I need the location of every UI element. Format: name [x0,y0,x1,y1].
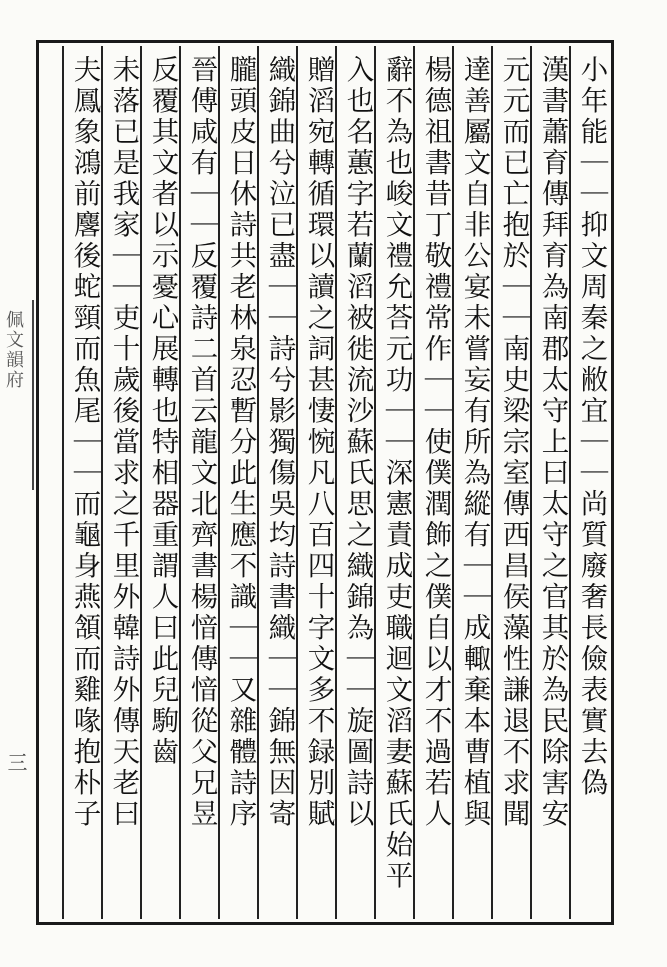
column-rule [101,46,103,919]
text-column: 入也名蕙字若蘭滔被徙流沙蘇氏思之織錦為｜｜旋圖詩以 [341,55,374,830]
column-rule [413,46,415,919]
column-rule [491,46,493,919]
text-column: 反覆其文者以示憂心展轉也特相器重謂人曰此兒駒齒 [146,55,179,768]
text-column: 辭不為也峻文禮允荅元功｜｜深憲責成吏職迴文滔妻蘇氏始平 [380,55,413,892]
column-rule [296,46,298,919]
edge-text: 佩文韻府 [3,310,24,390]
text-column: 小年能｜｜抑文周秦之敝宜｜｜尚質廢奢長儉表實去偽 [575,55,608,799]
text-column: 元元而已亡抱於｜｜南史梁宗室傳西昌侯藻性謙退不求聞 [497,55,530,830]
text-frame [36,40,614,925]
column-rule [335,46,337,919]
page-number: 三 [4,752,28,772]
text-column: 贈滔宛轉循環以讀之詞甚悽惋凡八百四十字文多不録別賦 [302,55,335,830]
column-rule [452,46,454,919]
column-rule [569,46,571,919]
column-rule [257,46,259,919]
column-rule [218,46,220,919]
column-rule [179,46,181,919]
text-column: 漢書蕭育傳拜育為南郡太守上曰太守之官其於為民除害安 [536,55,569,830]
text-column: 朧頭皮日休詩共老林泉忍暫分此生應不識｜｜又雜體詩序 [224,55,257,830]
text-column: 晉傅咸有｜｜反覆詩二首云龍文北齊書楊愔傳愔從父兄昱 [185,55,218,830]
text-column: 楊德祖書昔丁敬禮常作｜｜使僕潤飾之僕自以才不過若人 [419,55,452,830]
column-rule [140,46,142,919]
text-column: 織錦曲兮泣已盡｜｜詩兮影獨傷吳均詩書織｜｜錦無因寄 [263,55,296,830]
column-rule [530,46,532,919]
text-column: 未落已是我家｜｜吏十歲後當求之千里外韓詩外傳天老曰 [107,55,140,830]
column-rule [374,46,376,919]
column-rule [62,46,64,919]
text-column: 達善屬文自非公宴未嘗妄有所為縱有｜｜成輙棄本曹植與 [458,55,491,830]
text-column: 夫鳳象鴻前麐後蛇頸而魚尾｜｜而龜身燕頷而雞喙抱朴子 [68,55,101,830]
